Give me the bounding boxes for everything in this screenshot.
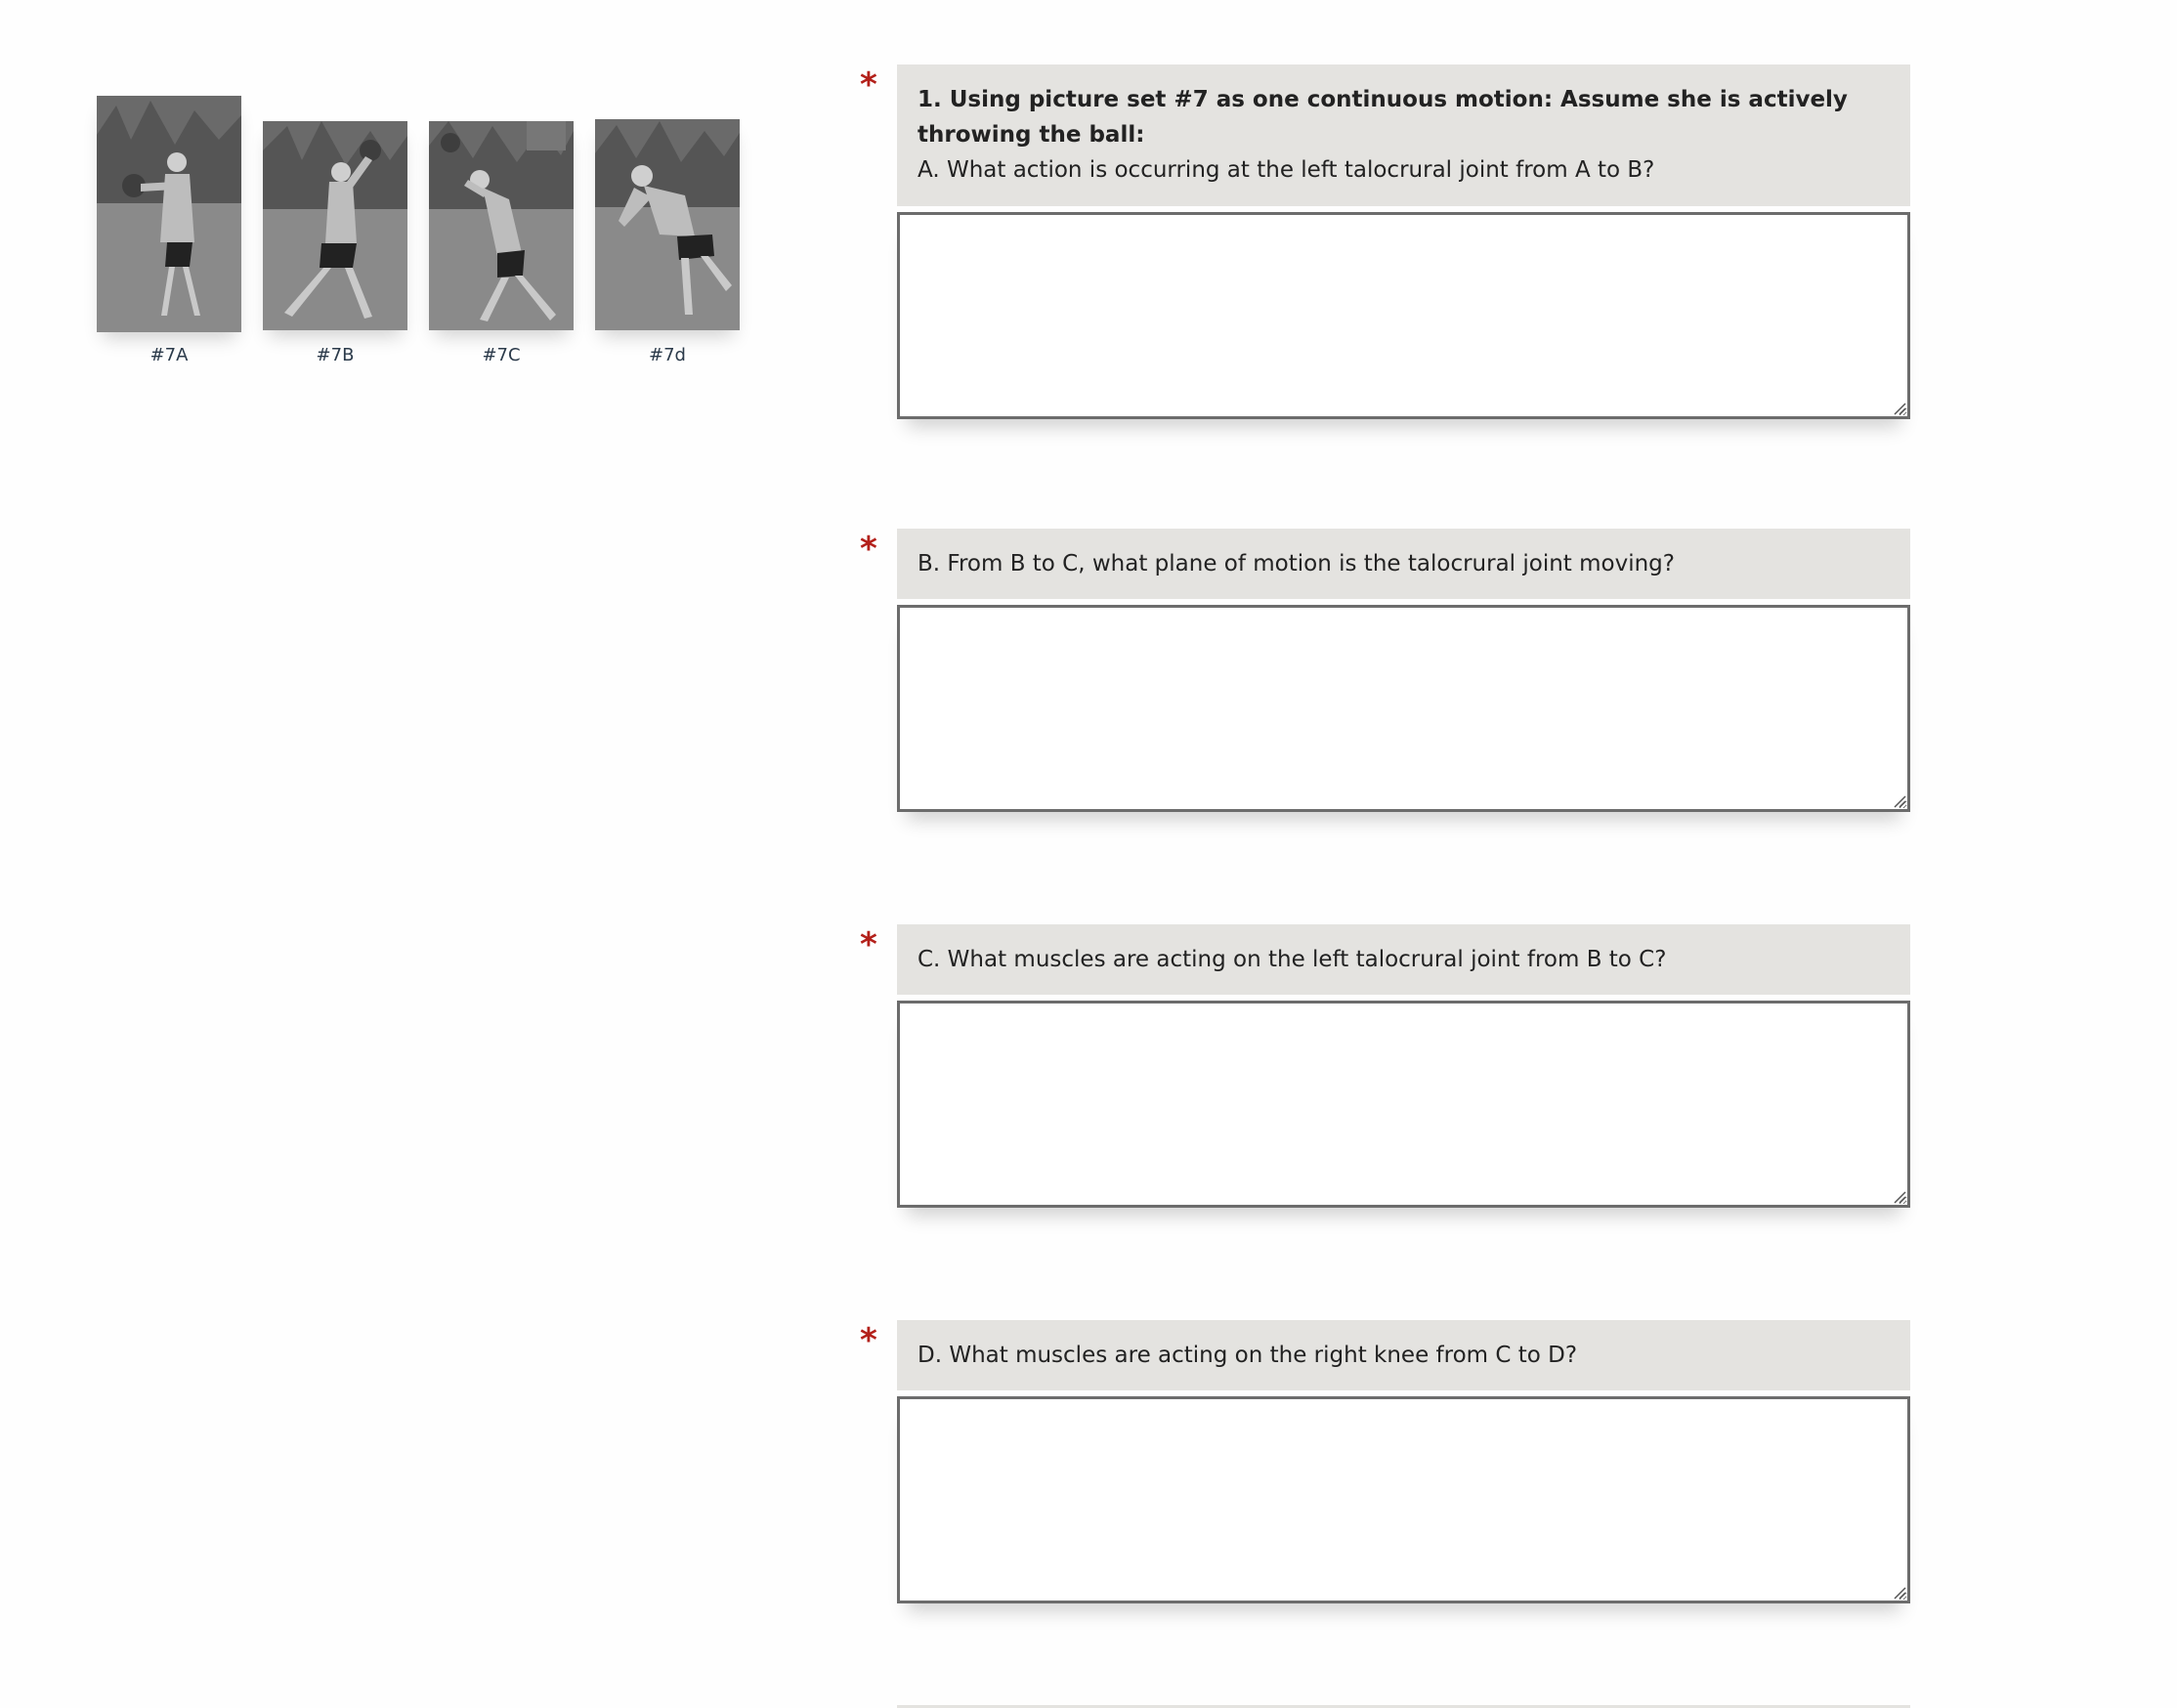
answer-field-a[interactable] xyxy=(897,212,1910,419)
photo-7d-caption: #7d xyxy=(649,345,686,365)
answer-field-d[interactable] xyxy=(897,1396,1910,1603)
question-text: C. What muscles are acting on the left talocrural joint from B to C? xyxy=(918,947,1667,972)
photo-7a-image[interactable] xyxy=(97,96,241,332)
question-text: A. What action is occurring at the left talocrural joint from A to B? xyxy=(918,157,1655,183)
picture-set-gallery xyxy=(97,96,742,389)
required-asterisk: * xyxy=(860,65,877,105)
required-asterisk: * xyxy=(860,925,877,964)
resize-handle-icon[interactable] xyxy=(1893,794,1906,808)
photo-7d-image[interactable] xyxy=(595,119,740,330)
question-prompt xyxy=(897,529,1910,599)
required-asterisk: * xyxy=(860,1321,877,1360)
photo-7c[interactable] xyxy=(429,121,574,365)
photo-7d[interactable] xyxy=(595,119,740,365)
question-lead-text: 1. Using picture set #7 as one continuous motion: Assume she is actively throwing the ball: xyxy=(918,87,1848,148)
resize-handle-icon[interactable] xyxy=(1893,402,1906,415)
question-prompt xyxy=(897,924,1910,995)
resize-handle-icon[interactable] xyxy=(1893,1586,1906,1600)
photo-7a-caption: #7A xyxy=(149,345,189,365)
question-text: B. From B to C, what plane of motion is the talocrural joint moving? xyxy=(918,551,1675,576)
resize-handle-icon[interactable] xyxy=(1893,1190,1906,1204)
required-asterisk: * xyxy=(860,530,877,569)
photo-7c-caption: #7C xyxy=(482,345,521,365)
question-1c xyxy=(860,924,1915,1217)
photo-7a[interactable] xyxy=(97,96,241,365)
question-1a xyxy=(860,64,1915,436)
photo-7b-image[interactable] xyxy=(263,121,407,330)
question-prompt xyxy=(897,1320,1910,1390)
question-prompt xyxy=(897,64,1910,206)
photo-7b[interactable] xyxy=(263,121,407,365)
question-1b xyxy=(860,529,1915,822)
photo-7c-image[interactable] xyxy=(429,121,574,330)
answer-field-c[interactable] xyxy=(897,1001,1910,1208)
photo-7b-caption: #7B xyxy=(316,345,355,365)
answer-field-b[interactable] xyxy=(897,605,1910,812)
question-1d xyxy=(860,1320,1915,1613)
question-text: D. What muscles are acting on the right knee from C to D? xyxy=(918,1343,1578,1368)
